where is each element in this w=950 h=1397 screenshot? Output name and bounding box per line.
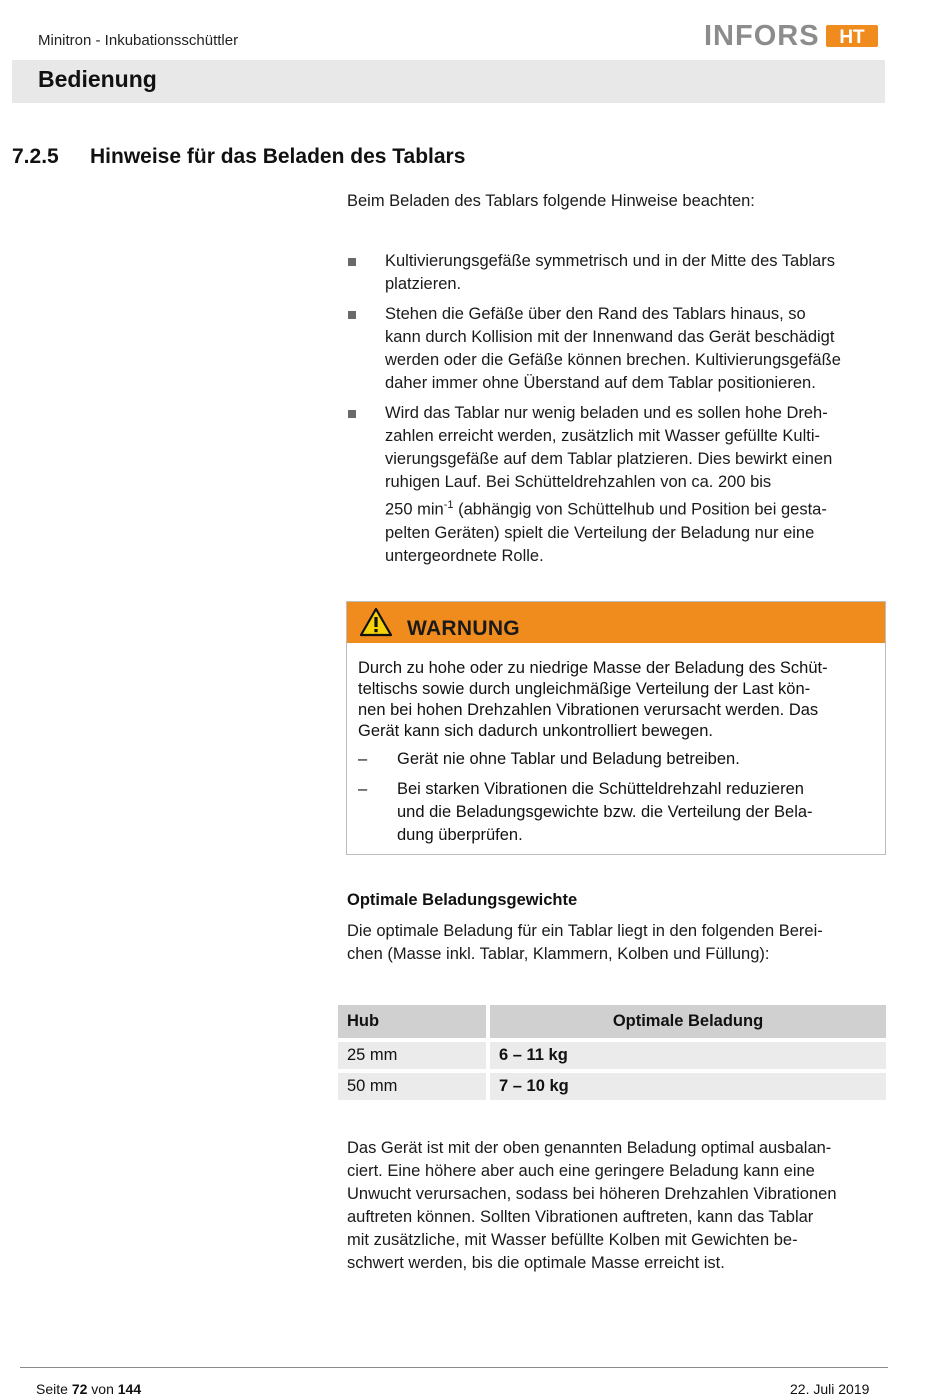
heading-number: 7.2.5 [12, 145, 59, 168]
table-cell-load: 6 – 11 kg [499, 1046, 568, 1064]
table-header-hub: Hub [347, 1012, 380, 1030]
page-current: 72 [71, 1381, 88, 1397]
logo-mark-text: HT [838, 27, 865, 48]
warning-body [358, 658, 873, 742]
closing-line: Unwucht verursachen, sodass bei höheren Drehzahlen Vibrationen [347, 1185, 837, 1203]
table-cell-hub: 25 mm [347, 1046, 398, 1064]
bullet-line: kann durch Kollision mit der Innenwand das Gerät beschädigt [385, 328, 835, 346]
closing-paragraph [347, 1137, 887, 1275]
page-prefix: Seite [36, 1381, 72, 1397]
bullet-line: Kultivierungsgefäße symmetrisch und in der Mitte des Tablars [385, 252, 835, 270]
warning-action-line: Gerät nie ohne Tablar und Beladung betreiben. [397, 750, 740, 768]
table-cell-load: 7 – 10 kg [499, 1077, 569, 1095]
table-header-optimal: Optimale Beladung [612, 1012, 764, 1030]
closing-line: Das Gerät ist mit der oben genannten Beladung optimal ausbalan- [347, 1139, 832, 1157]
subsection-line: chen (Masse inkl. Tablar, Klammern, Kolben und Füllung): [347, 945, 770, 963]
warning-line: nen bei hohen Drehzahlen Vibrationen verursacht werden. Das [358, 701, 819, 719]
page-total: 144 [117, 1381, 142, 1397]
bullet-text [385, 303, 887, 395]
footer-date: 22. Juli 2019 [790, 1381, 870, 1397]
warning-label: WARNUNG [407, 617, 520, 640]
table-cell [338, 1042, 486, 1069]
bullet-line: zahlen erreicht werden, zusätzlich mit Wasser gefüllte Kulti- [385, 427, 820, 445]
footer-divider [20, 1367, 888, 1368]
bullet-text [385, 250, 887, 296]
bullet-line: daher immer ohne Überstand auf dem Tablar positionieren. [385, 374, 816, 392]
warning-action-line: Bei starken Vibrationen die Schütteldrehzahl reduzieren [397, 780, 804, 798]
warning-action-text [397, 778, 873, 847]
bullet-text [385, 402, 887, 568]
logo-mark [826, 23, 878, 49]
bullet-square-icon [348, 410, 356, 418]
bullet-line: Wird das Tablar nur wenig beladen und es sollen hohe Dreh- [385, 404, 828, 422]
table-cell [490, 1073, 886, 1100]
table-cell [338, 1073, 486, 1100]
closing-line: ciert. Eine höhere aber auch eine geringere Beladung kann eine [347, 1162, 815, 1180]
document-title: Minitron - Inkubationsschüttler [38, 32, 239, 49]
table-header-cell [490, 1005, 886, 1038]
table-cell-hub: 50 mm [347, 1077, 398, 1095]
heading-text: Hinweise für das Beladen des Tablars [90, 145, 466, 168]
table-header-cell [338, 1005, 486, 1038]
closing-line: mit zusätzliche, mit Wasser befüllte Kolben mit Gewichten be- [347, 1231, 798, 1249]
closing-line: auftreten können. Sollten Vibrationen auftreten, kann das Tablar [347, 1208, 814, 1226]
bullet-line: Stehen die Gefäße über den Rand des Tablars hinaus, so [385, 305, 806, 323]
subsection-title: Optimale Beladungsgewichte [347, 891, 578, 909]
rpm-value: 250 min [385, 500, 444, 519]
subsection-line: Die optimale Beladung für ein Tablar liegt in den folgenden Berei- [347, 922, 823, 940]
bullet-line: platzieren. [385, 275, 462, 293]
page-number [36, 1381, 141, 1397]
subsection-text [347, 920, 887, 966]
section-title: Bedienung [38, 66, 157, 92]
bullet-line: ruhigen Lauf. Bei Schütteldrehzahlen von ca. 200 bis [385, 473, 772, 491]
intro-text: Beim Beladen des Tablars folgende Hinweise beachten: [347, 192, 755, 210]
bullet-line [385, 494, 887, 522]
table-cell [490, 1042, 886, 1069]
bullet-line: pelten Geräten) spielt die Verteilung der Beladung nur eine [385, 523, 815, 542]
dash-icon: – [358, 750, 368, 768]
warning-header [347, 602, 885, 643]
bullet-square-icon [348, 311, 356, 319]
warning-box [346, 601, 886, 855]
closing-line: schwert werden, bis die optimale Masse erreicht ist. [347, 1254, 725, 1272]
bullet-line: vierungsgefäße auf dem Tablar platzieren. Dies bewirkt einen [385, 450, 833, 468]
warning-triangle-icon [359, 607, 393, 637]
warning-line: Gerät kann sich dadurch unkontrolliert bewegen. [358, 722, 713, 740]
warning-action-line: und die Beladungsgewichte bzw. die Verteilung der Bela- [397, 803, 813, 821]
warning-line: Durch zu hohe oder zu niedrige Masse der Beladung des Schüt- [358, 659, 828, 677]
infors-ht-logo [704, 18, 878, 54]
bullet-square-icon [348, 258, 356, 266]
bullet-line: werden oder die Gefäße können brechen. Kultivierungsgefäße [385, 351, 841, 369]
dash-icon: – [358, 780, 368, 798]
warning-action-text [397, 748, 873, 771]
bullet-line: untergeordnete Rolle. [385, 546, 544, 565]
rpm-exponent: -1 [443, 499, 454, 511]
logo-text: INFORS [704, 19, 820, 52]
warning-line: teltischs sowie durch ungleichmäßige Verteilung der Last kön- [358, 680, 811, 698]
rpm-text: (abhängig von Schüttelhub und Position bei gesta- [453, 500, 827, 519]
page-mid: von [87, 1381, 118, 1397]
warning-action-line: dung überprüfen. [397, 826, 523, 844]
